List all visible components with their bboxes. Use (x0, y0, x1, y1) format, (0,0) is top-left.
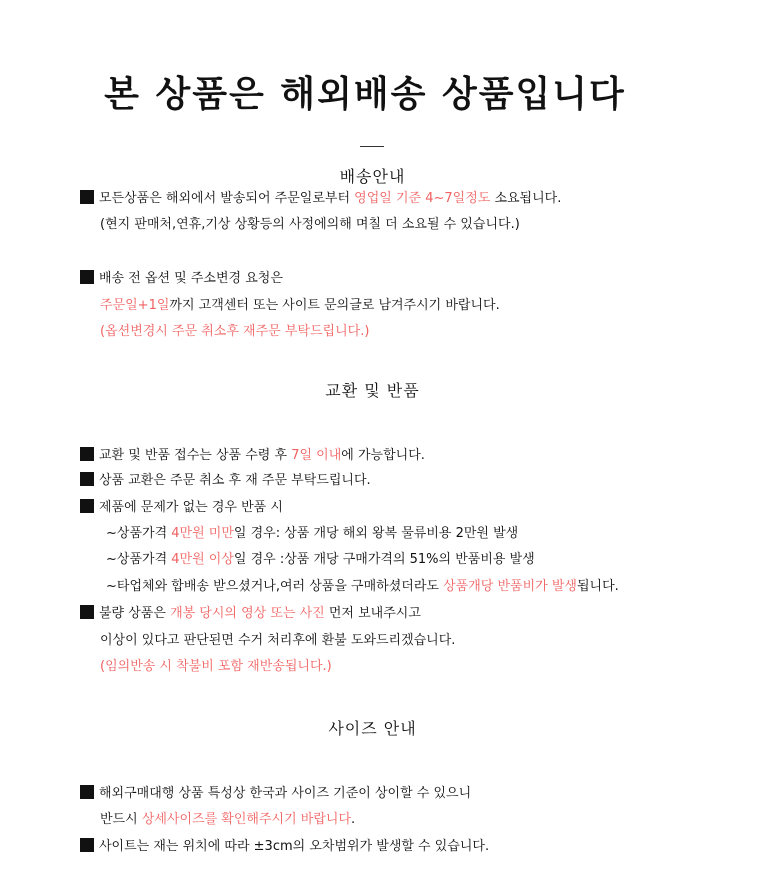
size-line-3: 사이트는 재는 위치에 따라 ±3cm의 오차범위가 발생할 수 있습니다. (80, 838, 489, 856)
shipping-line-2: (현지 판매처,연휴,기상 상황등의 사정에의해 며칠 더 소요될 수 있습니다.) (100, 217, 520, 232)
size-line-1: 해외구매대행 상품 특성상 한국과 사이즈 기준이 상이할 수 있으니 (80, 785, 471, 803)
shipping-heading: 배송안내 (339, 167, 406, 186)
shipping-line-3: 배송 전 옵션 및 주소변경 요청은 (80, 270, 283, 288)
page-title: 본 상품은 해외배송 상품입니다 (104, 74, 626, 115)
title-divider (360, 146, 384, 147)
shipping-line-1: 모든상품은 해외에서 발송되어 주문일로부터 영업일 기준 4~7일정도 소요됩니다. (80, 190, 561, 208)
exchange-line-8: 이상이 있다고 판단된면 수거 처리후에 환불 도와드리겠습니다. (100, 633, 456, 648)
shipping-line-4: 주문일+1일까지 고객센터 또는 사이트 문의글로 남겨주시기 바랍니다. (100, 298, 500, 313)
square-bullet-icon (80, 447, 94, 461)
size-heading: 사이즈 안내 (328, 719, 417, 738)
exchange-line-3: 제품에 문제가 없는 경우 반품 시 (80, 499, 283, 517)
size-line-2: 반드시 상세사이즈를 확인해주시기 바랍니다. (100, 812, 356, 827)
square-bullet-icon (80, 270, 94, 284)
exchange-line-5: ~상품가격 4만원 이상일 경우 :상품 개당 구매가격의 51%의 반품비용 발생 (106, 552, 535, 567)
square-bullet-icon (80, 838, 94, 852)
exchange-line-7: 불량 상품은 개봉 당시의 영상 또는 사진 먼저 보내주시고 (80, 605, 421, 623)
exchange-line-6: ~타업체와 합배송 받으셨거나,여러 상품을 구매하셨더라도 상품개당 반품비가 발생됩니다. (106, 579, 619, 594)
exchange-heading: 교환 및 반품 (325, 381, 420, 400)
square-bullet-icon (80, 785, 94, 799)
exchange-line-2: 상품 교환은 주문 취소 후 재 주문 부탁드립니다. (80, 472, 371, 490)
square-bullet-icon (80, 605, 94, 619)
square-bullet-icon (80, 190, 94, 204)
square-bullet-icon (80, 499, 94, 513)
shipping-line-5: (옵션변경시 주문 취소후 재주문 부탁드립니다.) (100, 324, 370, 339)
square-bullet-icon (80, 472, 94, 486)
exchange-line-1: 교환 및 반품 접수는 상품 수령 후 7일 이내에 가능합니다. (80, 447, 425, 465)
exchange-line-4: ~상품가격 4만원 미만일 경우: 상품 개당 해외 왕복 물류비용 2만원 발생 (106, 526, 519, 541)
exchange-line-9: (임의반송 시 착불비 포함 재반송됩니다.) (100, 659, 332, 674)
